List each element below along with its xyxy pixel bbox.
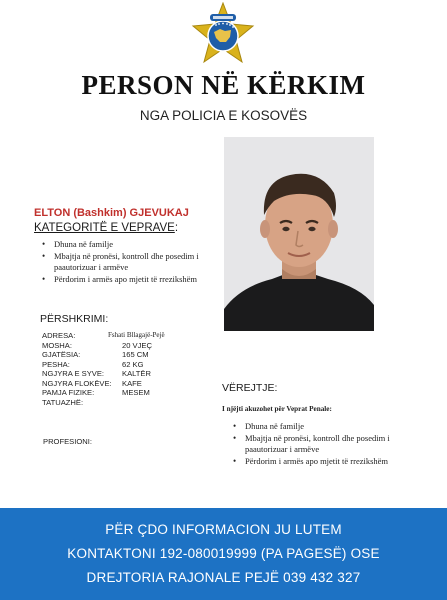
hair-color-value: KAFE [122,378,142,388]
build-label: PAMJA FIZIKE: [42,388,95,397]
height-label: GJATËSIA: [42,350,81,359]
profession-label: PROFESIONI: [43,437,92,446]
page-subtitle: NGA POLICIA E KOSOVËS [139,108,308,123]
crime-item: • Përdorim i armës apo mjetit të rrezikshëm [36,274,216,285]
footer-line-3: DREJTORIA RAJONALE PEJË 039 432 327 [86,570,361,585]
description-heading: PËRSHKRIMI: [40,313,109,325]
eye-color-label: NGJYRA E SYVE: [42,369,105,378]
crime-item: • Dhuna në familje [227,421,407,432]
address-label: ADRESA: [42,331,76,340]
tattoos-label: TATUAZHË: [42,397,84,407]
address-value: Fshati Bllagajë-Pejë [108,331,165,339]
height-value: 165 CM [122,350,149,359]
age-value: 20 VJEÇ [122,340,152,350]
eye-color-value: KALTËR [122,369,151,378]
remarks-crimes-list [227,421,407,468]
crime-item: • Mbajtja në pronësi, kontroll dhe posedim i paautorizuar i armëve [227,433,407,455]
crime-item: • Dhuna në familje [36,239,216,250]
categories-heading-text: KATEGORITË E VEPRAVE [34,222,175,234]
remarks-heading: VËREJTJE: [222,382,278,394]
crime-categories-list [36,239,216,286]
accused-text: I njëjti akuzohet për Veprat Penale: [222,405,332,413]
weight-value: 62 KG [122,359,144,369]
kosovo-police-badge-icon [190,2,256,68]
crime-item: • Përdorim i armës apo mjetit të rrezikshëm [227,456,407,467]
weight-label: PESHA: [42,359,70,369]
categories-heading-colon: : [174,222,179,234]
age-label: MOSHA: [42,340,72,350]
categories-heading [34,222,178,234]
footer-line-1: PËR ÇDO INFORMACION JU LUTEM [105,522,342,537]
person-name: ELTON (Bashkim) GJEVUKAJ [34,207,189,219]
page-title: PERSON NË KËRKIM [81,70,366,100]
crime-item: • Mbajtja në pronësi, kontroll dhe posedim i paautorizuar i armëve [36,251,216,273]
contact-footer [0,508,447,600]
person-photo [224,137,374,331]
footer-line-2: KONTAKTONI 192-080019999 (PA PAGESË) OSE [67,546,380,561]
build-value: MESEM [122,388,150,397]
hair-color-label: NGJYRA FLOKËVE: [42,378,112,388]
